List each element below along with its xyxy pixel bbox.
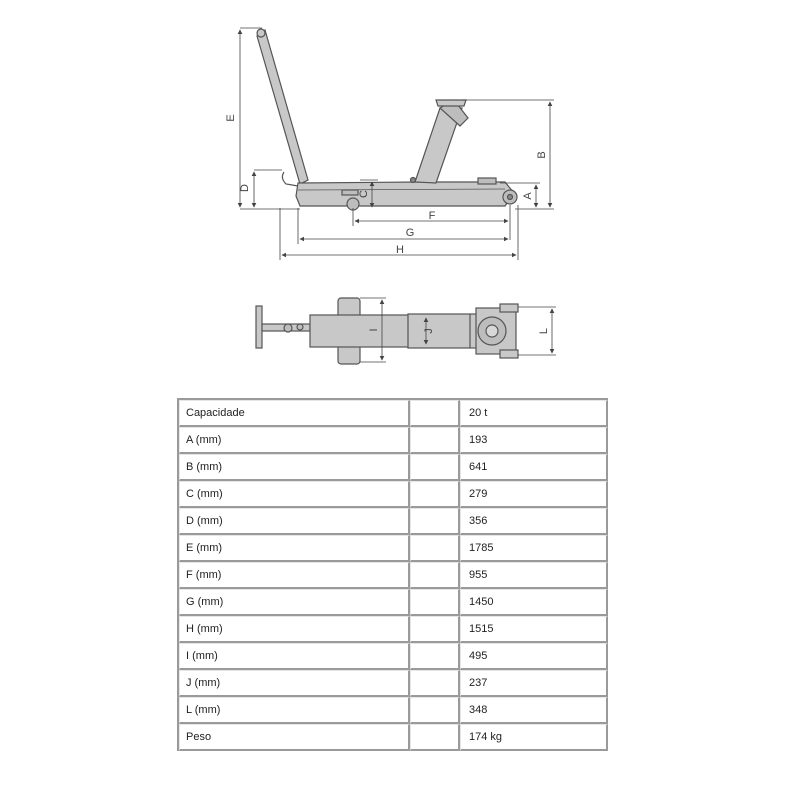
top-view — [256, 298, 518, 364]
spec-label: J (mm) — [179, 670, 410, 697]
spec-row — [179, 697, 608, 724]
spec-spacer — [410, 481, 460, 508]
spec-label: Peso — [179, 724, 410, 751]
spec-spacer — [410, 643, 460, 670]
spec-row — [179, 616, 608, 643]
spec-value: 237 — [460, 670, 608, 697]
chassis — [296, 182, 514, 206]
spec-value: 641 — [460, 454, 608, 481]
spec-value: 356 — [460, 508, 608, 535]
spec-row — [179, 724, 608, 751]
spec-row — [179, 508, 608, 535]
label-b: B — [536, 151, 548, 159]
spec-value: 174 kg — [460, 724, 608, 751]
spec-value: 495 — [460, 643, 608, 670]
spec-value: 193 — [460, 427, 608, 454]
spec-label: H (mm) — [179, 616, 410, 643]
handle-grip — [256, 306, 262, 348]
spec-spacer — [410, 454, 460, 481]
label-j: J — [423, 328, 435, 334]
spec-value: 348 — [460, 697, 608, 724]
spec-spacer — [410, 427, 460, 454]
spec-label: L (mm) — [179, 697, 410, 724]
spec-table — [177, 398, 608, 751]
spec-value: 20 t — [460, 400, 608, 427]
dimension-labels — [225, 114, 550, 334]
spec-value: 955 — [460, 562, 608, 589]
handle — [257, 30, 308, 184]
spec-spacer — [410, 724, 460, 751]
label-i: I — [368, 328, 380, 332]
spec-spacer — [410, 589, 460, 616]
spec-label: G (mm) — [179, 589, 410, 616]
label-g: G — [405, 227, 415, 239]
spec-spacer — [410, 697, 460, 724]
frame — [310, 315, 410, 347]
jack-technical-drawing — [0, 0, 800, 395]
spec-label: Capacidade — [179, 400, 410, 427]
spec-spacer — [410, 535, 460, 562]
label-h: H — [396, 244, 404, 256]
spec-row — [179, 535, 608, 562]
label-d: D — [239, 184, 251, 192]
spec-label: B (mm) — [179, 454, 410, 481]
saddle — [436, 100, 466, 106]
spec-row — [179, 670, 608, 697]
spec-spacer — [410, 508, 460, 535]
label-e: E — [225, 114, 237, 122]
spec-spacer — [410, 400, 460, 427]
spec-label: D (mm) — [179, 508, 410, 535]
spec-row — [179, 454, 608, 481]
label-f: F — [428, 210, 436, 222]
spec-label: I (mm) — [179, 643, 410, 670]
spec-label: C (mm) — [179, 481, 410, 508]
spec-spacer — [410, 562, 460, 589]
label-c: C — [358, 190, 370, 198]
spec-row — [179, 562, 608, 589]
spec-row — [179, 589, 608, 616]
spec-value: 1450 — [460, 589, 608, 616]
spec-value: 1785 — [460, 535, 608, 562]
label-a: A — [522, 192, 534, 200]
spec-label: A (mm) — [179, 427, 410, 454]
label-l: L — [538, 327, 550, 335]
spec-label: F (mm) — [179, 562, 410, 589]
spec-value: 1515 — [460, 616, 608, 643]
spec-spacer — [410, 616, 460, 643]
spec-label: E (mm) — [179, 535, 410, 562]
spec-value: 279 — [460, 481, 608, 508]
side-view-dimensions — [240, 28, 554, 260]
spec-row — [179, 427, 608, 454]
spec-row — [179, 400, 608, 427]
side-view — [257, 29, 517, 210]
spec-row — [179, 481, 608, 508]
spec-row — [179, 643, 608, 670]
spec-spacer — [410, 670, 460, 697]
